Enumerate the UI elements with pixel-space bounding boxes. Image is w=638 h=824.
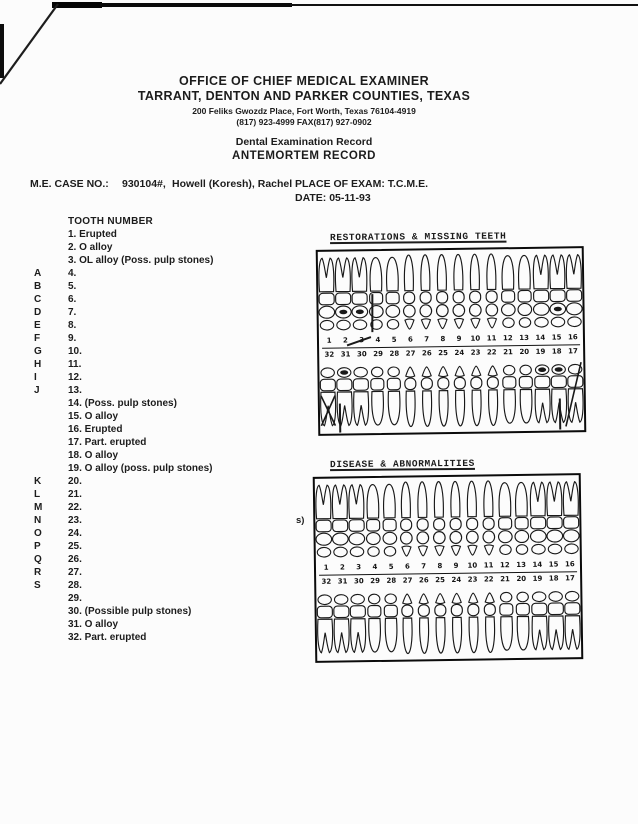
restorations-chart: [317, 231, 589, 434]
tooth-number-cell: 26: [421, 348, 432, 357]
tooth-row: [0, 242, 320, 255]
tooth-row-text: 3. OL alloy (Poss. pulp stones): [68, 255, 214, 266]
tooth-number-cell: 21: [500, 574, 510, 583]
tooth-row-text: 28.: [68, 580, 82, 591]
tooth-row-text: 30. (Possible pulp stones): [68, 606, 192, 617]
tooth-number-cell: 23: [470, 348, 481, 357]
tooth-number-cell: 24: [454, 348, 465, 357]
chart-title: RESTORATIONS & MISSING TEETH: [329, 230, 507, 244]
tooth-number-cell: 2: [339, 563, 345, 572]
tooth-list-title: TOOTH NUMBER: [68, 216, 154, 227]
tooth-number-cell: 29: [373, 349, 383, 358]
tooth-row: [0, 385, 320, 398]
tooth-row-letter: O: [34, 528, 42, 539]
tooth-number-cell: 31: [340, 349, 351, 359]
tooth-number-cell: 25: [435, 575, 445, 584]
tooth-number-cell: 23: [467, 575, 478, 584]
tooth-row: [0, 463, 320, 476]
tooth-number-cell: 7: [424, 335, 430, 344]
tooth-number-cell: 28: [389, 349, 400, 358]
tooth-number-cell: 7: [421, 562, 427, 571]
tooth-row: [0, 437, 320, 450]
tooth-number-cell: 5: [391, 335, 397, 344]
tooth-row: [0, 515, 320, 528]
tooth-row-text: 13.: [68, 385, 82, 396]
tooth-row-text: 5.: [68, 281, 77, 292]
tooth-number-cell: 27: [405, 348, 416, 358]
exam-date: DATE: 05-11-93: [295, 192, 371, 204]
tooth-row: [0, 333, 320, 346]
tooth-number-cell: 6: [404, 562, 410, 571]
tooth-number-cell: 30: [353, 576, 364, 585]
tooth-row: [0, 554, 320, 567]
tooth-number-cell: 3: [359, 336, 365, 345]
tooth-row-text: 32. Part. erupted: [68, 632, 147, 643]
chart-title: DISEASE & ABNORMALITIES: [329, 457, 475, 471]
tooth-number-cell: 10: [467, 561, 478, 570]
tooth-row-letter: R: [34, 567, 42, 578]
tooth-row-text: 7.: [68, 307, 77, 318]
tooth-number-cell: 12: [502, 334, 513, 343]
decedent-name: Howell (Koresh), Rachel: [172, 178, 293, 190]
tooth-number-cell: 6: [407, 335, 413, 344]
tooth-row-letter: Q: [34, 554, 42, 565]
tooth-number-cell: 20: [516, 574, 527, 583]
tooth-row: [0, 450, 320, 463]
tooth-row: [0, 580, 320, 593]
tooth-number-cell: 9: [456, 334, 462, 343]
tooth-row: [0, 398, 320, 411]
scan-artifact-top-bar: [290, 4, 638, 6]
tooth-number-cell: 15: [548, 560, 559, 569]
tooth-row: [0, 593, 320, 606]
tooth-row-letter: M: [34, 502, 43, 513]
tooth-row-letter: D: [34, 307, 42, 318]
tooth-number-cell: 21: [503, 347, 513, 356]
tooth-row-text: 27.: [68, 567, 82, 578]
tooth-number-cell: 30: [356, 349, 367, 358]
record-type-title: ANTEMORTEM RECORD: [232, 150, 376, 162]
tooth-number-cell: 8: [437, 562, 443, 571]
tooth-row-letter: A: [34, 268, 42, 279]
scan-artifact-top-bar: [100, 3, 292, 7]
tooth-row: [0, 502, 320, 515]
header-phone: (817) 923-4999 FAX(817) 927-0902: [236, 117, 372, 127]
tooth-row-text: 19. O alloy (poss. pulp stones): [68, 463, 213, 474]
disease-chart: [314, 458, 586, 661]
tooth-number-cell: 16: [564, 560, 575, 569]
tooth-list: [0, 229, 320, 645]
odontogram-box: [316, 246, 587, 436]
tooth-row-text: 4.: [68, 268, 77, 279]
tooth-row-letter: I: [34, 372, 37, 383]
tooth-number-cell: 14: [535, 333, 546, 342]
tooth-number-cell: 27: [402, 575, 413, 585]
tooth-row-text: 26.: [68, 554, 82, 565]
tooth-number-cell: 19: [532, 574, 543, 583]
tooth-row-text: 1. Erupted: [68, 229, 117, 240]
tooth-row-text: 18. O alloy: [68, 450, 119, 461]
tooth-row-text: 8.: [68, 320, 77, 331]
tooth-number-cell: 4: [375, 335, 381, 345]
tooth-row-text: 14. (Poss. pulp stones): [68, 398, 177, 409]
tooth-number-cell: 14: [532, 560, 543, 569]
tooth-row-text: 15. O alloy: [68, 411, 119, 422]
tooth-row-letter: K: [34, 476, 42, 487]
tooth-number-cell: 13: [516, 560, 527, 570]
tooth-number-cell: 22: [483, 574, 494, 583]
tooth-row-letter: L: [34, 489, 41, 500]
tooth-row: [0, 541, 320, 554]
tooth-row-letter: J: [34, 385, 40, 396]
tooth-row: [0, 489, 320, 502]
tooth-row-text: 21.: [68, 489, 82, 500]
tooth-row: [0, 255, 320, 268]
tooth-number-cell: 17: [568, 346, 578, 355]
tooth-row-letter: S: [34, 580, 41, 591]
header-office-line: OFFICE OF CHIEF MEDICAL EXAMINER: [178, 74, 430, 88]
tooth-row-text: 23.: [68, 515, 82, 526]
tooth-row: [0, 567, 320, 580]
case-number-label: M.E. CASE NO.:: [30, 178, 109, 190]
tooth-row-letter: P: [34, 541, 41, 552]
tooth-number-cell: 11: [486, 334, 497, 343]
tooth-row: [0, 606, 320, 619]
tooth-row: [0, 632, 320, 645]
tooth-number-cell: 4: [372, 562, 378, 572]
tooth-row: [0, 359, 320, 372]
tooth-row-text: 11.: [68, 359, 82, 370]
tooth-number-cell: 18: [548, 573, 559, 583]
case-number-value: 930104#,: [122, 178, 166, 190]
tooth-number-cell: 2: [342, 336, 348, 345]
tooth-row-letter: C: [34, 294, 42, 305]
tooth-row-text: 31. O alloy: [68, 619, 119, 630]
tooth-number-cell: 18: [551, 346, 562, 356]
tooth-number-cell: 11: [483, 561, 494, 570]
tooth-number-cell: 29: [370, 576, 380, 585]
tooth-number-cell: 24: [451, 575, 462, 584]
tooth-number-cell: 28: [386, 576, 397, 585]
tooth-row-letter: F: [34, 333, 41, 344]
tooth-number-cell: 32: [324, 350, 335, 359]
tooth-row: [0, 346, 320, 359]
place-of-exam: PLACE OF EXAM: T.C.M.E.: [295, 178, 429, 190]
tooth-row: [0, 476, 320, 489]
tooth-number-cell: 3: [356, 563, 362, 572]
tooth-row: [0, 320, 320, 333]
tooth-row: [0, 424, 320, 437]
tooth-number-cell: 20: [519, 347, 530, 356]
tooth-row: [0, 528, 320, 541]
tooth-row-letter: B: [34, 281, 42, 292]
tooth-row-text: 12.: [68, 372, 82, 383]
tooth-row: [0, 294, 320, 307]
tooth-row: [0, 372, 320, 385]
tooth-number-cell: 12: [499, 561, 510, 570]
tooth-row: [0, 307, 320, 320]
tooth-number-cell: 25: [438, 348, 448, 357]
tooth-row: [0, 619, 320, 632]
tooth-row-text: 9.: [68, 333, 77, 344]
tooth-row: [0, 411, 320, 424]
tooth-row-letter: G: [34, 346, 42, 357]
tooth-row-text: 22.: [68, 502, 82, 513]
tooth-number-cell: 8: [440, 335, 446, 344]
tooth-row-text: 20.: [68, 476, 82, 487]
tooth-number-cell: 19: [535, 347, 546, 356]
tooth-number-cell: 1: [326, 336, 332, 345]
tooth-number-cell: 22: [486, 347, 497, 356]
tooth-number-cell: 17: [565, 573, 575, 582]
tooth-row: [0, 268, 320, 281]
tooth-row-text: 6.: [68, 294, 77, 305]
odontogram-box: [313, 473, 584, 663]
tooth-row-text: 29.: [68, 593, 82, 604]
tooth-number-cell: 16: [567, 333, 578, 342]
tooth-number-cell: 15: [551, 333, 562, 342]
header-counties-line: TARRANT, DENTON AND PARKER COUNTIES, TEXAS: [137, 89, 471, 103]
tooth-number-cell: 26: [418, 575, 429, 584]
tooth-number-cell: 32: [321, 577, 332, 586]
stray-pen-mark: s): [296, 515, 305, 526]
tooth-row: [0, 281, 320, 294]
header-address: 200 Feliks Gwozdz Place, Fort Worth, Texas 76104-4919: [192, 106, 416, 116]
tooth-number-cell: 13: [519, 333, 530, 343]
tooth-number-cell: 5: [388, 562, 394, 571]
tooth-row-letter: E: [34, 320, 41, 331]
tooth-row-text: 16. Erupted: [68, 424, 123, 435]
tooth-number-cell: 10: [470, 334, 481, 343]
tooth-number-cell: 1: [323, 563, 329, 572]
tooth-row-text: 17. Part. erupted: [68, 437, 147, 448]
tooth-number-cell: 9: [453, 561, 459, 570]
tooth-row-text: 25.: [68, 541, 82, 552]
tooth-row-letter: H: [34, 359, 42, 370]
tooth-row: [0, 229, 320, 242]
document-title: Dental Examination Record: [235, 136, 373, 148]
tooth-number-cell: 31: [337, 576, 348, 586]
tooth-row-text: 2. O alloy: [68, 242, 113, 253]
tooth-row-letter: N: [34, 515, 42, 526]
tooth-row-text: 10.: [68, 346, 82, 357]
tooth-row-text: 24.: [68, 528, 82, 539]
